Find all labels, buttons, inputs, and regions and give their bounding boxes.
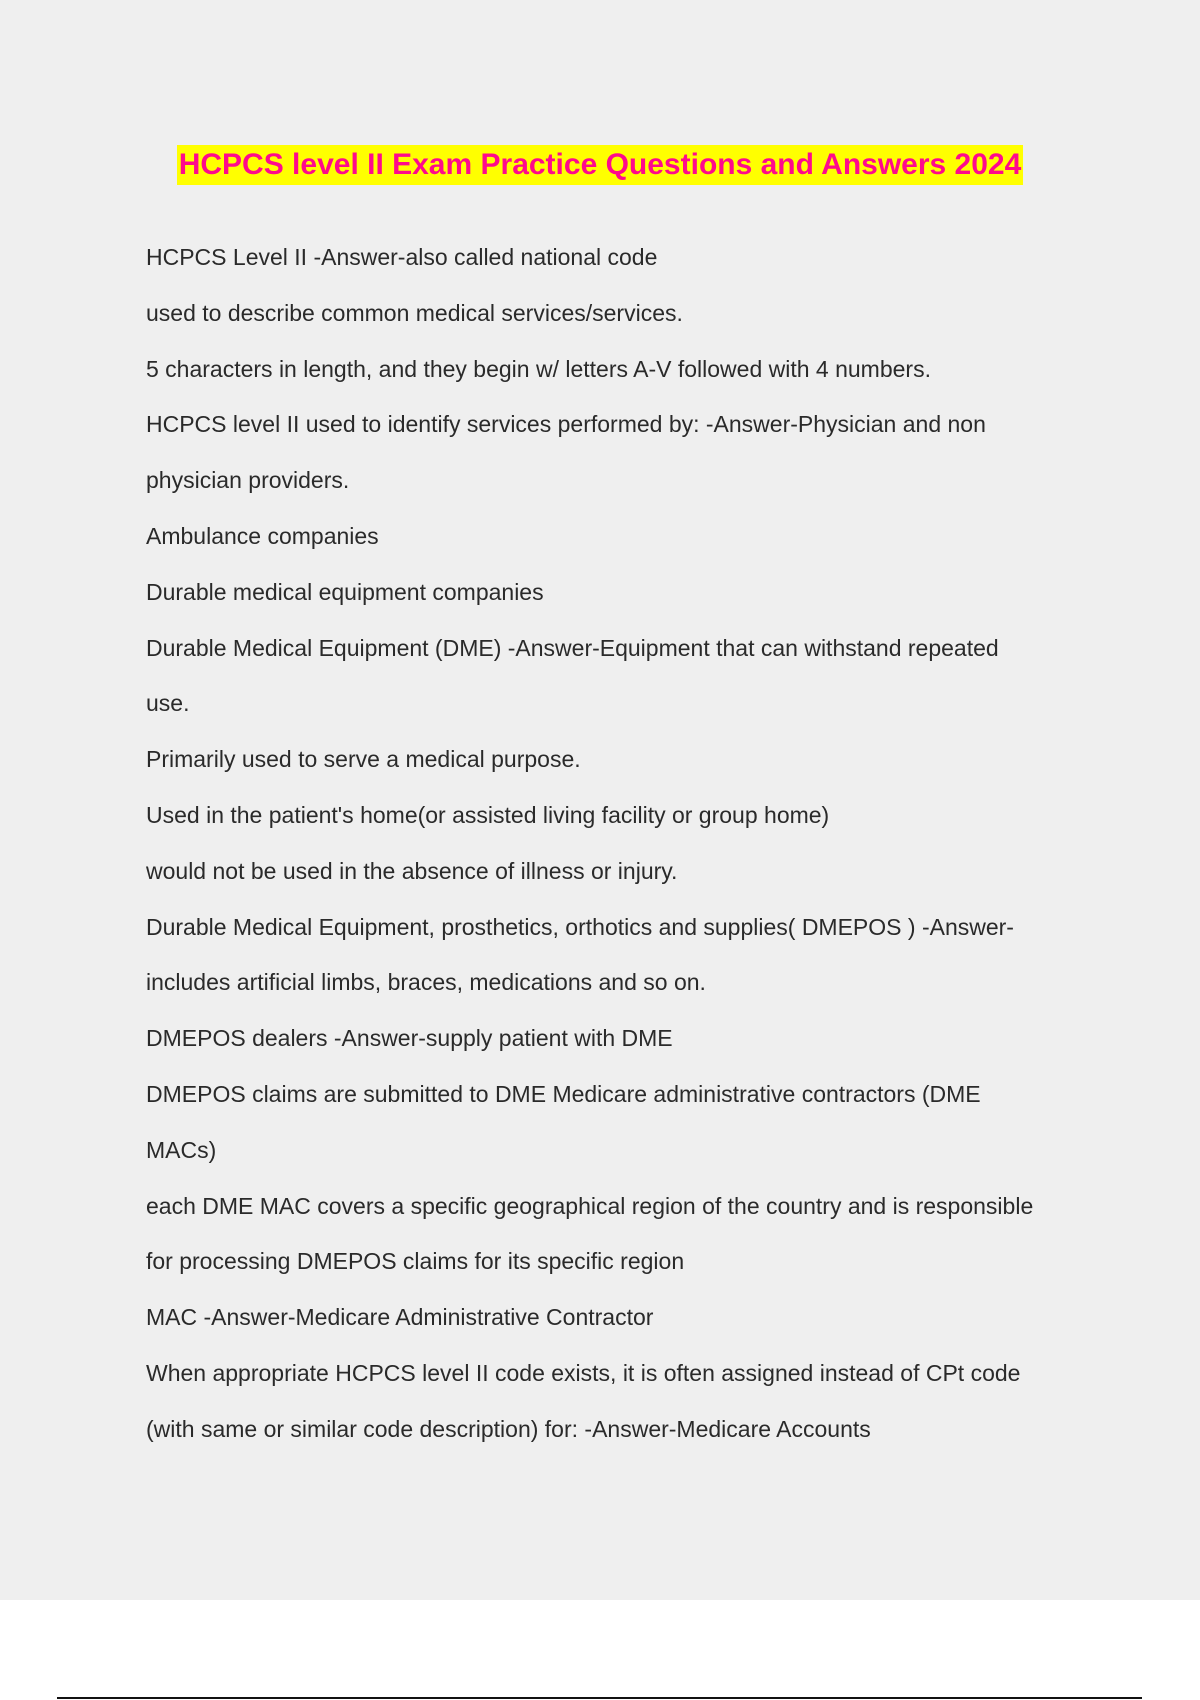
footer-divider <box>57 1697 1142 1699</box>
text-line: Durable medical equipment companies <box>146 578 544 605</box>
document-body <box>146 230 1106 1458</box>
document-title: HCPCS level II Exam Practice Questions and Answers 2024 <box>177 145 1024 185</box>
text-line: each DME MAC covers a specific geographical region of the country and is responsible <box>146 1192 1034 1219</box>
text-line: HCPCS level II used to identify services performed by: -Answer-Physician and non <box>146 411 986 438</box>
text-line: When appropriate HCPCS level II code exists, it is often assigned instead of CPt code <box>146 1359 1021 1386</box>
text-line: use. <box>146 690 190 717</box>
text-line: MAC -Answer-Medicare Administrative Contractor <box>146 1304 654 1331</box>
title-container <box>0 145 1200 185</box>
text-line: Durable Medical Equipment (DME) -Answer-Equipment that can withstand repeated <box>146 634 999 661</box>
text-line: Primarily used to serve a medical purpose. <box>146 746 581 773</box>
text-line: Durable Medical Equipment, prosthetics, orthotics and supplies( DMEPOS ) -Answer- <box>146 913 1014 940</box>
text-line: includes artificial limbs, braces, medications and so on. <box>146 969 706 996</box>
text-line: HCPCS Level II -Answer-also called national code <box>146 244 658 270</box>
text-line: Ambulance companies <box>146 522 379 549</box>
text-line: (with same or similar code description) for: -Answer-Medicare Accounts <box>146 1415 871 1442</box>
text-line: DMEPOS claims are submitted to DME Medicare administrative contractors (DME <box>146 1080 981 1107</box>
text-line: would not be used in the absence of illness or injury. <box>146 857 678 884</box>
text-line: MACs) <box>146 1136 217 1163</box>
text-line: Used in the patient's home(or assisted living facility or group home) <box>146 801 830 828</box>
text-line: for processing DMEPOS claims for its specific region <box>146 1248 685 1275</box>
text-line: DMEPOS dealers -Answer-supply patient with DME <box>146 1025 673 1052</box>
text-line: physician providers. <box>146 467 350 494</box>
text-line: 5 characters in length, and they begin w/ letters A-V followed with 4 numbers. <box>146 355 931 382</box>
text-line: used to describe common medical services/services. <box>146 299 683 326</box>
